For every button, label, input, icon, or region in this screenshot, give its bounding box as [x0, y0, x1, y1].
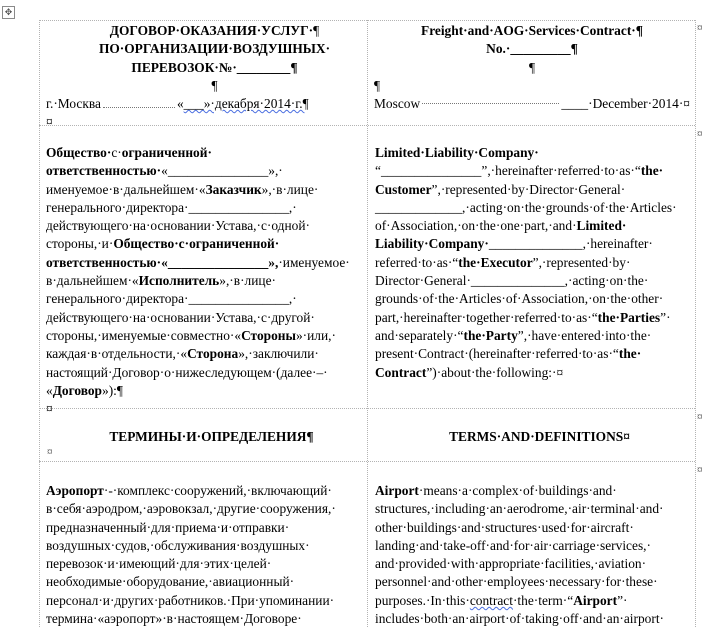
ru-blank-paragraph: ¶	[211, 77, 218, 93]
text-line	[46, 537, 363, 555]
bold-run: Customer	[375, 181, 432, 197]
ru-airport-cell	[46, 482, 363, 628]
text-run: действующего·на·основании·Устава,·с·одной·	[46, 218, 310, 234]
text-run: в·себя·аэродром,·аэровокзал,·другие·сооружения,·	[46, 501, 336, 517]
text-line	[46, 309, 363, 327]
bold-run: Liability·	[424, 145, 479, 160]
bold-run: Сторона	[187, 346, 239, 362]
bold-run: ограниченной·	[121, 145, 212, 160]
text-line	[46, 610, 363, 628]
text-run: »,·в·лице·	[219, 273, 276, 289]
ru-terms-cell	[46, 428, 363, 446]
text-line	[46, 254, 363, 272]
bold-run: the·Executor	[458, 254, 533, 270]
text-run: ·the·term·“	[512, 592, 574, 608]
text-run: referred·to·as·“	[375, 254, 459, 270]
row-end-mark: ¤	[697, 464, 703, 476]
ru-preamble-cell	[46, 144, 363, 418]
text-line	[375, 482, 690, 500]
bold-run: the·Party	[463, 327, 518, 343]
text-run: действующего·на·основании·Устава,·с·другой·	[46, 309, 315, 325]
bold-run: Company·	[478, 145, 539, 160]
bold-run: the·Parties	[597, 309, 661, 325]
en-contract-title: Freight·and·AOG·Services·Contract·¶ No.·_________¶	[421, 23, 643, 57]
text-line	[375, 573, 690, 591]
en-city-date: Moscow ____·December·2014·¤	[374, 96, 690, 112]
text-line	[375, 537, 690, 555]
text-line	[46, 400, 363, 418]
bold-run: ответственностью·«_______________»,	[46, 254, 279, 270]
text-run: персонал·и·других·работников.·При·упоминании·	[46, 592, 335, 608]
text-run: ·-·комплекс·сооружений,·включающий·	[103, 483, 332, 498]
text-line	[375, 217, 690, 235]
bold-run: Airport	[573, 592, 618, 608]
text-line	[375, 500, 690, 518]
text-run: ·именуемое·	[278, 254, 350, 270]
text-run: contract	[469, 592, 513, 608]
ru-terms-heading: ТЕРМИНЫ·И·ОПРЕДЕЛЕНИЯ¶	[109, 429, 314, 444]
text-run: термина·«аэропорт»·в·настоящем·Договоре·	[46, 611, 302, 627]
text-run: воздушных·судов,·обслуживания·воздушных·	[46, 537, 310, 553]
text-line	[46, 290, 363, 308]
ru-city-date: г.·Москва «___»·декабря·2014·г.¶	[46, 96, 309, 112]
text-run: ”,·represented·by·	[532, 254, 631, 270]
text-line	[375, 144, 690, 162]
bold-run: Liability·Company·	[375, 236, 489, 252]
en-terms-cell	[375, 428, 690, 446]
text-line	[46, 592, 363, 610]
row-end-mark: ¤	[697, 22, 703, 34]
text-run: генерального·директора·_______________,·	[46, 199, 297, 215]
text-run: перевозок·и·имеющий·для·этих·целей·	[46, 556, 272, 572]
text-line	[375, 181, 690, 199]
text-line	[46, 364, 363, 382]
text-line	[46, 162, 363, 180]
bold-run: Исполнитель	[138, 273, 220, 289]
bold-run: Общество·с·ограниченной·	[113, 236, 280, 252]
text-run: personnel·and·other·employees·necessary·for·these·	[375, 574, 658, 590]
cell-end-mark: ¤	[47, 446, 53, 458]
text-line	[46, 144, 363, 162]
text-line	[46, 272, 363, 290]
text-run: »,·заключили·	[238, 346, 319, 362]
en-blank-paragraph: ¶	[374, 77, 381, 93]
text-run: other·buildings·and·structures·used·for·aircraft·	[375, 519, 634, 535]
text-run: необходимые·оборудование,·авиационный·	[46, 574, 295, 590]
text-run: ”)·about·the·following:·¤	[426, 364, 564, 380]
text-run: предназначенный·для·приема·и·отправки·	[46, 519, 290, 535]
text-line	[375, 290, 690, 308]
text-line	[46, 345, 363, 363]
text-run: в·дальнейшем·«	[46, 273, 139, 289]
table-border-left	[39, 20, 40, 627]
text-line	[375, 327, 690, 345]
bold-run: Общество·	[46, 145, 112, 160]
dotted-leader	[103, 99, 175, 108]
text-line	[375, 162, 690, 180]
bold-run: Стороны	[241, 327, 296, 343]
text-line	[375, 610, 690, 628]
ru-contract-title: ДОГОВОР·ОКАЗАНИЯ·УСЛУГ·¶ ПО·ОРГАНИЗАЦИИ·ВОЗДУШНЫХ· ПЕРЕВОЗОК·№·________¶	[98, 23, 331, 75]
row-end-mark: ¤	[697, 128, 703, 140]
text-run: present·Contract·(hereinafter·referred·to·as·“	[375, 346, 619, 362]
table-border-right	[695, 20, 696, 627]
text-line	[46, 382, 363, 400]
text-run: стороны,·именуемые·совместно·«	[46, 327, 242, 343]
text-line	[375, 272, 690, 290]
text-line	[46, 327, 363, 345]
table-border-middle	[367, 20, 368, 627]
text-run: purposes.·In·this·	[375, 592, 470, 608]
ru-title-cell-end: ¤	[46, 114, 53, 130]
en-preamble-cell	[375, 144, 690, 382]
text-run: ”,·represented·by·Director·General·	[431, 181, 626, 197]
text-run: стороны,·и·	[46, 236, 114, 252]
text-line	[375, 364, 690, 382]
bold-run: Заказчик	[205, 181, 262, 197]
text-run: “_______________”,·hereinafter·referred·to·as·“	[375, 163, 641, 179]
text-run: настоящий·Договор·о·нижеследующем·(далее·–·	[46, 364, 328, 380]
text-run: and·separately·“	[375, 327, 464, 343]
text-line	[375, 555, 690, 573]
text-run: »):¶	[102, 382, 123, 398]
text-run: ”·	[660, 309, 671, 325]
text-line	[375, 254, 690, 272]
ru-title-cell	[46, 22, 363, 132]
text-line	[375, 309, 690, 327]
text-run: grounds·of·the·Articles·of·Association,·on·the·other·	[375, 291, 664, 307]
text-run: part,·hereinafter·together·referred·to·as·“	[375, 309, 598, 325]
text-line	[46, 217, 363, 235]
bold-run: the·	[618, 346, 642, 362]
text-run: structures,·including·an·aerodrome,·air·terminal·and·	[375, 501, 664, 517]
en-title-cell	[374, 22, 690, 113]
text-line	[375, 345, 690, 363]
text-line	[46, 555, 363, 573]
text-run: каждая·в·отдельности,·«	[46, 346, 188, 362]
text-line	[46, 482, 363, 500]
text-run: ·means·a·complex·of·buildings·and·	[418, 483, 617, 498]
bold-run: Limited·	[576, 218, 627, 234]
text-line	[46, 181, 363, 199]
text-line	[375, 519, 690, 537]
bold-run: Limited·	[375, 145, 425, 160]
text-line	[46, 573, 363, 591]
table-border-top	[39, 20, 695, 21]
text-run: »·или,·	[295, 327, 336, 343]
text-run: _____________,·acting·on·the·grounds·of·the·Articles·	[375, 199, 677, 215]
text-run: генерального·директора·_______________,·	[46, 291, 297, 307]
text-run: of·Association,·on·the·one·part,·and·	[375, 218, 577, 234]
text-run: landing·and·take-off·and·for·air·carriage·services,·	[375, 537, 651, 553]
bold-run: Contract	[375, 364, 427, 380]
text-run: ”,·have·entered·into·the·	[517, 327, 652, 343]
bold-run: Договор	[52, 382, 103, 398]
text-line	[375, 199, 690, 217]
row-end-mark: ¤	[697, 411, 703, 423]
text-run: Director·General·______________,·acting·on·the·	[375, 273, 649, 289]
bold-run: ответственностью·	[46, 163, 162, 179]
text-run: ¤	[46, 401, 53, 417]
text-line	[46, 500, 363, 518]
text-run: «_______________»,·	[161, 163, 283, 179]
bold-run: Аэропорт	[46, 483, 104, 498]
text-run: includes·both·an·airport·of·taking·off·and·an·airport·	[375, 611, 665, 627]
en-blank-center: ¶	[528, 59, 536, 75]
text-run: ______________,·hereinafter·	[488, 236, 653, 252]
text-line	[375, 592, 690, 610]
text-run: именуемое·в·дальнейшем·«	[46, 181, 206, 197]
text-run: с·	[111, 145, 122, 160]
text-run: ”·	[617, 592, 628, 608]
bold-run: the·	[640, 163, 664, 179]
text-run: «	[46, 382, 53, 398]
en-terms-heading: TERMS·AND·DEFINITIONS¤	[449, 429, 630, 444]
text-run: and·provided·with·appropriate·facilities,·aviation·	[375, 556, 647, 572]
table-move-handle-icon[interactable]: ✥	[2, 6, 15, 19]
bold-run: Airport	[375, 483, 419, 498]
text-line	[46, 199, 363, 217]
row-divider-3	[39, 461, 695, 462]
text-run: »,·в·лице·	[261, 181, 319, 197]
en-airport-cell	[375, 482, 690, 628]
text-line	[375, 235, 690, 253]
dotted-leader	[422, 95, 559, 104]
text-line	[46, 519, 363, 537]
text-line	[46, 235, 363, 253]
